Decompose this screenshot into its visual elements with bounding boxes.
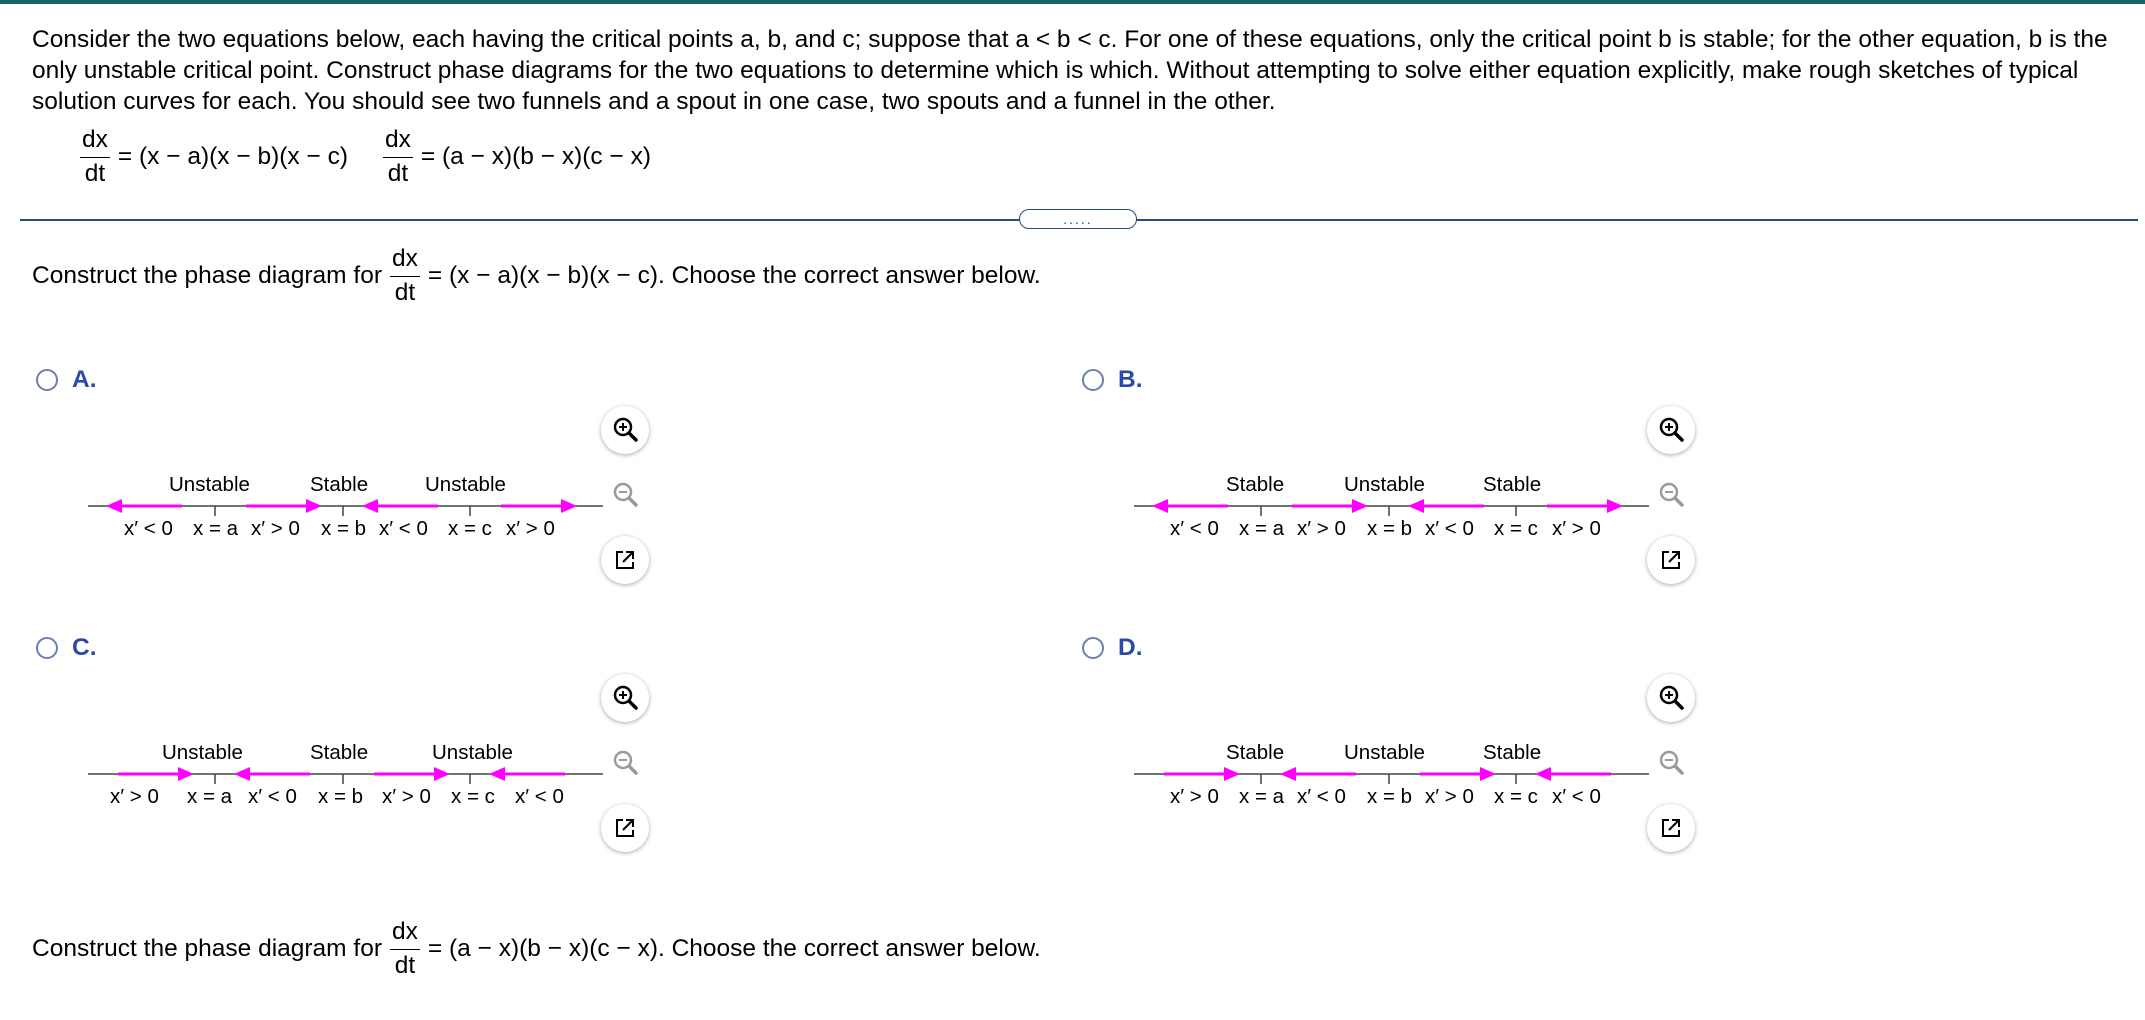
option-d[interactable] <box>1082 634 1143 662</box>
option-a[interactable] <box>36 366 97 394</box>
tick-label: x = c <box>1494 785 1538 808</box>
stability-label: Unstable <box>425 473 506 496</box>
phase-arrow <box>1292 499 1368 513</box>
stability-label: Unstable <box>162 741 243 764</box>
tick-label: x = c <box>1494 517 1538 540</box>
stability-label: Unstable <box>1344 473 1425 496</box>
option-c-open-new-button[interactable] <box>601 804 649 852</box>
option-c[interactable] <box>36 634 97 662</box>
stability-label: Unstable <box>169 473 250 496</box>
option-a-open-new-button[interactable] <box>601 536 649 584</box>
stability-label: Stable <box>1483 473 1542 496</box>
equation-2-derivative <box>383 128 413 186</box>
tick-label: x′ > 0 <box>1552 517 1601 540</box>
option-a-zoom-out-button[interactable] <box>601 471 649 519</box>
tick-label: x′ > 0 <box>1425 785 1474 808</box>
problem-statement: Consider the two equations below, each having the critical points a, b, and c; suppose that a < b < c. For one of these equations, only the critical point b is stable; for the other equation, b is the only unstable critical point. Construct phase diagrams for the two equations to determine which is which. Without attempting to solve either equation explicitly, make rough sketches of typical solution curves for each. You should see two funnels and a spout in one case, two spouts and a funnel in the other. <box>32 26 2108 115</box>
option-b-letter: B. <box>1118 366 1143 393</box>
tick-label: x = a <box>187 785 233 808</box>
option-b-open-new-button[interactable] <box>1647 536 1695 584</box>
zoom-in-icon <box>1656 683 1686 713</box>
zoom-in-icon <box>1656 415 1686 445</box>
equation-1-derivative <box>80 128 110 186</box>
equation-1 <box>80 128 348 186</box>
option-b-radio[interactable] <box>1082 369 1104 391</box>
phase-arrow <box>246 499 322 513</box>
option-a-zoom-in-button[interactable] <box>601 406 649 454</box>
stability-label: Stable <box>1483 741 1542 764</box>
option-a-phase-diagram <box>88 470 608 542</box>
stability-label: Unstable <box>432 741 513 764</box>
fraction-numerator: dx <box>383 128 413 158</box>
fraction-denominator: dt <box>387 159 409 187</box>
phase-arrow <box>1152 499 1228 513</box>
tick-label: x = c <box>448 517 492 540</box>
fraction-denominator: dt <box>394 278 416 306</box>
option-d-radio[interactable] <box>1082 637 1104 659</box>
tick-label: x′ < 0 <box>1425 517 1474 540</box>
equation-2 <box>383 128 651 186</box>
question-1 <box>32 247 1041 305</box>
phase-arrow <box>362 499 438 513</box>
phase-arrow <box>1280 767 1356 781</box>
tick-label: x′ < 0 <box>124 517 173 540</box>
zoom-out-icon <box>610 480 640 510</box>
stability-label: Stable <box>310 473 369 496</box>
tick-label: x′ < 0 <box>248 785 297 808</box>
tick-label: x′ > 0 <box>382 785 431 808</box>
stability-label: Stable <box>310 741 369 764</box>
zoom-in-icon <box>610 683 640 713</box>
tick-label: x = a <box>1239 517 1285 540</box>
option-c-zoom-out-button[interactable] <box>601 739 649 787</box>
option-a-radio[interactable] <box>36 369 58 391</box>
zoom-out-icon <box>1656 480 1686 510</box>
fraction-numerator: dx <box>390 247 420 277</box>
option-d-open-new-button[interactable] <box>1647 804 1695 852</box>
open-new-window-icon <box>611 546 639 574</box>
question-2-suffix: = (a − x)(b − x)(c − x). Choose the correct answer below. <box>427 935 1041 962</box>
phase-arrow <box>1547 499 1623 513</box>
open-new-window-icon <box>1657 814 1685 842</box>
option-b[interactable] <box>1082 366 1143 394</box>
question-1-suffix: = (x − a)(x − b)(x − c). Choose the correct answer below. <box>427 262 1041 289</box>
tick-label: x′ < 0 <box>1170 517 1219 540</box>
fraction-denominator: dt <box>394 951 416 979</box>
tick-label: x′ > 0 <box>1170 785 1219 808</box>
phase-arrow <box>1420 767 1496 781</box>
tick-label: x′ < 0 <box>1552 785 1601 808</box>
fraction-denominator: dt <box>84 159 106 187</box>
tick-label: x′ > 0 <box>1297 517 1346 540</box>
option-c-radio[interactable] <box>36 637 58 659</box>
phase-arrow <box>374 767 450 781</box>
option-d-phase-diagram <box>1134 738 1654 810</box>
phase-arrow <box>1164 767 1240 781</box>
equation-2-rhs: = (a − x)(b − x)(c − x) <box>420 143 651 170</box>
stability-label: Unstable <box>1344 741 1425 764</box>
zoom-in-icon <box>610 415 640 445</box>
option-c-phase-diagram <box>88 738 608 810</box>
tick-label: x = c <box>451 785 495 808</box>
option-a-letter: A. <box>72 366 97 393</box>
question-1-prefix: Construct the phase diagram for <box>32 262 382 289</box>
tick-label: x′ > 0 <box>506 517 555 540</box>
top-accent-bar <box>0 0 2145 4</box>
option-b-zoom-in-button[interactable] <box>1647 406 1695 454</box>
phase-arrow <box>234 767 310 781</box>
stability-label: Stable <box>1226 741 1285 764</box>
fraction-numerator: dx <box>80 128 110 158</box>
open-new-window-icon <box>1657 546 1685 574</box>
phase-arrow <box>501 499 577 513</box>
tick-label: x = b <box>321 517 367 540</box>
tick-label: x = b <box>1367 517 1413 540</box>
question-2 <box>32 920 1041 978</box>
phase-arrow <box>118 767 194 781</box>
equation-1-rhs: = (x − a)(x − b)(x − c) <box>117 143 348 170</box>
question-2-derivative <box>390 920 420 978</box>
tick-label: x′ > 0 <box>110 785 159 808</box>
option-b-zoom-out-button[interactable] <box>1647 471 1695 519</box>
phase-arrow <box>489 767 565 781</box>
expand-collapse-button[interactable]: ..... <box>1019 209 1137 229</box>
tick-label: x = a <box>193 517 239 540</box>
tick-label: x = a <box>1239 785 1285 808</box>
option-d-zoom-out-button[interactable] <box>1647 739 1695 787</box>
option-b-phase-diagram <box>1134 470 1654 542</box>
question-2-prefix: Construct the phase diagram for <box>32 935 382 962</box>
option-d-letter: D. <box>1118 634 1143 661</box>
tick-label: x′ > 0 <box>251 517 300 540</box>
phase-arrow <box>1535 767 1611 781</box>
option-d-zoom-in-button[interactable] <box>1647 674 1695 722</box>
phase-arrow <box>1408 499 1484 513</box>
fraction-numerator: dx <box>390 920 420 950</box>
tick-label: x′ < 0 <box>1297 785 1346 808</box>
zoom-out-icon <box>610 748 640 778</box>
option-c-zoom-in-button[interactable] <box>601 674 649 722</box>
tick-label: x′ < 0 <box>379 517 428 540</box>
tick-label: x = b <box>1367 785 1413 808</box>
tick-label: x = b <box>318 785 364 808</box>
open-new-window-icon <box>611 814 639 842</box>
zoom-out-icon <box>1656 748 1686 778</box>
question-1-derivative <box>390 247 420 305</box>
option-c-letter: C. <box>72 634 97 661</box>
phase-arrow <box>106 499 182 513</box>
tick-label: x′ < 0 <box>515 785 564 808</box>
stability-label: Stable <box>1226 473 1285 496</box>
